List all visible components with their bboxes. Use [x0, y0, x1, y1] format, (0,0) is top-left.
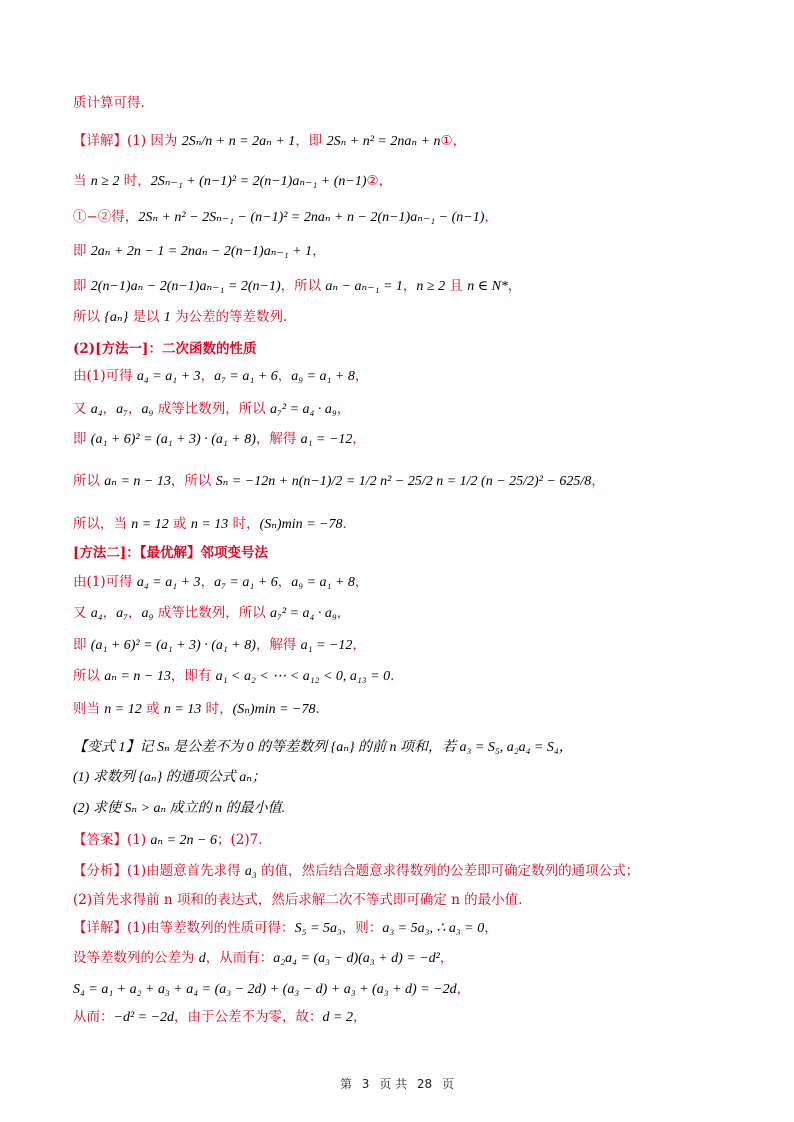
math-expression: a₇	[116, 606, 129, 621]
annotation-text: ；(2)7.	[217, 832, 263, 848]
math-expression: n ≥ 2	[90, 174, 120, 189]
math-expression: 2(n−1)aₙ − 2(n−1)aₙ₋₁ = 2(n−1)	[90, 279, 281, 294]
math-expression: a₇ = a₁ + 6	[214, 369, 278, 384]
annotation-text: 时，	[119, 173, 151, 189]
footer-middle: 页 共	[379, 1077, 408, 1091]
text-line	[73, 829, 734, 852]
text-line	[73, 513, 734, 536]
math-expression: a₇ = a₁ + 6	[214, 575, 278, 590]
annotation-text: ，	[439, 950, 454, 966]
math-expression: aₙ − aₙ₋₁ = 1	[325, 279, 403, 294]
annotation-text: ，	[128, 605, 142, 621]
annotation-text: .	[390, 668, 395, 684]
math-expression: 2Sₙ₋₁ + (n−1)² = 2(n−1)aₙ₋₁ + (n−1)	[150, 174, 367, 189]
footer-page-number: 3	[361, 1077, 370, 1091]
annotation-text: ，则：	[341, 920, 383, 936]
annotation-text: 从而：	[73, 1009, 114, 1025]
math-expression: 2Sₙ/n + n = 2aₙ + 1	[181, 134, 296, 149]
annotation-text: 即	[73, 278, 91, 294]
annotation-text: (1) 因为	[127, 133, 182, 149]
annotation-text: ②，	[366, 173, 393, 189]
annotation-text: ，	[354, 574, 369, 590]
math-expression: n ∈ N*	[467, 279, 508, 294]
annotation-text: 又	[73, 605, 91, 621]
annotation-text: 成等比数列，所以	[153, 605, 271, 621]
annotation-text: 且	[445, 278, 468, 294]
math-expression: d	[198, 951, 206, 966]
annotation-text: 的值，然后结合题意求得数列的公差即可确定数列的通项公式；	[256, 863, 640, 879]
text-line	[73, 797, 734, 820]
annotation-text: ①−②得，	[73, 209, 139, 225]
annotation-text: 或	[141, 701, 164, 717]
annotation-text: 即	[73, 243, 91, 259]
math-expression: (a₁ + 6)² = (a₁ + 3) · (a₁ + 8)	[90, 432, 256, 447]
text-line	[73, 240, 734, 263]
math-expression: S₅ = 5a₃	[294, 921, 342, 936]
math-expression: (Sₙ)min = −78	[259, 517, 343, 532]
annotation-text: 当	[73, 173, 91, 189]
text-line	[73, 470, 734, 493]
annotation-text: ，由于公差不为零，故：	[174, 1009, 323, 1025]
annotation-text: 由(1)可得	[73, 574, 137, 590]
math-expression: aₙ = n − 13	[104, 474, 171, 489]
footer-suffix: 页	[442, 1077, 455, 1091]
annotation-text: 由(1)可得	[73, 368, 137, 384]
annotation-text: 是以	[128, 309, 164, 325]
annotation-text: 所以	[73, 668, 105, 684]
text-line	[73, 917, 734, 940]
math-expression: (Sₙ)min = −78	[232, 702, 316, 717]
annotation-text: ，	[102, 401, 117, 417]
annotation-text: 成等比数列，所以	[153, 401, 271, 417]
annotation-text: 【详解】(1)由等差数列的性质可得：	[73, 920, 295, 936]
annotation-text: ，	[102, 605, 117, 621]
math-expression: n = 13	[190, 517, 229, 532]
annotation-text: ，	[352, 637, 366, 653]
text-line	[73, 860, 734, 883]
text-line	[73, 365, 734, 388]
math-expression: 2aₙ + 2n − 1 = 2naₙ − 2(n−1)aₙ₋₁ + 1	[90, 244, 313, 259]
annotation-text: 所以	[73, 309, 105, 325]
math-expression: a₇² = a₄ · a₉	[270, 402, 337, 417]
math-expression: a₉ = a₁ + 8	[291, 575, 355, 590]
math-expression: S₄ = a₁ + a₂ + a₃ + a₄ = (a₃ − 2d) + (a₃ − d) + a₃ + (a₃ + d) = −2d	[73, 982, 457, 997]
text-line	[73, 275, 734, 298]
text-line	[73, 306, 734, 329]
math-expression: a₄	[90, 402, 103, 417]
math-expression: 1	[163, 310, 171, 325]
footer-prefix: 第	[339, 1077, 352, 1091]
annotation-text: 即	[73, 431, 91, 447]
text-line	[73, 338, 734, 360]
annotation-text: ，	[484, 920, 498, 936]
math-expression: a₃	[244, 864, 257, 879]
math-expression: aₙ = n − 13	[104, 669, 171, 684]
page-footer	[0, 1075, 794, 1092]
annotation-text: ，	[591, 473, 605, 489]
math-expression: a₄ = a₁ + 3	[136, 369, 201, 384]
text-line	[73, 92, 734, 114]
text-line	[73, 602, 734, 625]
math-expression: 2Sₙ + n² − 2Sₙ₋₁ − (n−1)² = 2naₙ + n − 2(n−1)aₙ₋₁ − (n−1)	[138, 210, 485, 225]
annotation-text: ，所以	[170, 473, 216, 489]
text-line	[73, 542, 734, 564]
math-expression: −d² = −2d	[113, 1010, 175, 1025]
annotation-text: ，	[277, 368, 292, 384]
annotation-text: ，所以	[280, 278, 326, 294]
annotation-text: ，	[354, 368, 369, 384]
annotation-text: ①，	[440, 133, 467, 149]
text-line	[73, 170, 734, 193]
annotation-text: ，	[336, 605, 351, 621]
math-expression: (a₁ + 6)² = (a₁ + 3) · (a₁ + 8)	[90, 638, 256, 653]
annotation-text: 【详解】	[73, 133, 127, 149]
math-expression: n ≥ 2	[416, 279, 446, 294]
annotation-text: ，	[200, 574, 215, 590]
annotation-text: ，	[352, 431, 366, 447]
annotation-text: 时，	[228, 516, 260, 532]
text-line	[73, 947, 734, 970]
math-expression: a₄ = a₁ + 3	[136, 575, 201, 590]
annotation-text: ，解得	[255, 431, 301, 447]
annotation-text: ，	[507, 278, 522, 294]
annotation-text: 或	[168, 516, 191, 532]
annotation-text: .	[342, 516, 347, 532]
text-line	[73, 736, 734, 759]
text-line	[73, 698, 734, 721]
annotation-text: ，解得	[255, 637, 301, 653]
text-line	[73, 766, 734, 789]
annotation-text: 质计算可得.	[73, 95, 145, 111]
math-expression: d = 2	[322, 1010, 353, 1025]
math-expression: 【变式 1】记 Sₙ 是公差不为 0 的等差数列 {aₙ} 的前 n 项和，若 a₃ = S₅, a₂a₄ = S₄，	[73, 740, 573, 755]
math-expression: 2Sₙ + n² = 2naₙ + n	[326, 134, 441, 149]
text-line	[73, 571, 734, 594]
text-line	[73, 130, 734, 153]
annotation-text: ，即有	[170, 668, 216, 684]
annotation-text: ，	[456, 981, 471, 997]
math-expression: a₁ = −12	[300, 432, 353, 447]
text-line	[73, 665, 734, 688]
annotation-text: ，	[336, 401, 351, 417]
text-line	[73, 889, 734, 911]
math-expression: a₇	[116, 402, 129, 417]
annotation-text: ，	[402, 278, 417, 294]
annotation-text: ，	[353, 1009, 367, 1025]
math-expression: a₉ = a₁ + 8	[291, 369, 355, 384]
annotation-text: (2)[方法一]：二次函数的性质	[73, 341, 257, 357]
annotation-text: ，从而有：	[205, 950, 274, 966]
annotation-text: .	[315, 701, 320, 717]
text-line	[73, 398, 734, 421]
math-expression: a₁ < a₂ < ⋯ < a₁₂ < 0, a₁₃ = 0	[215, 669, 391, 684]
math-expression: a₇² = a₄ · a₉	[270, 606, 337, 621]
text-line	[73, 978, 734, 1001]
math-expression: a₉	[141, 402, 154, 417]
annotation-text: ，	[484, 209, 498, 225]
math-expression: a₄	[90, 606, 103, 621]
math-expression: a₉	[141, 606, 154, 621]
annotation-text: ，	[128, 401, 142, 417]
math-expression: n = 12	[104, 702, 142, 717]
math-expression: a₂a₄ = (a₃ − d)(a₃ + d) = −d²	[273, 951, 440, 966]
annotation-text: ，	[200, 368, 215, 384]
annotation-text: 为公差的等差数列.	[170, 309, 288, 325]
text-line	[73, 428, 734, 451]
annotation-text: 又	[73, 401, 91, 417]
math-expression: n = 12	[131, 517, 169, 532]
math-expression: (1) 求数列 {aₙ} 的通项公式 aₙ；	[73, 770, 266, 785]
annotation-text: [方法二]：【最优解】邻项变号法	[73, 545, 269, 561]
math-expression: n = 13	[163, 702, 202, 717]
footer-total-pages: 28	[416, 1077, 433, 1091]
annotation-text: 【分析】(1)由题意首先求得	[73, 863, 245, 879]
math-expression: aₙ = 2n − 6	[150, 833, 217, 848]
annotation-text: 则当	[73, 701, 105, 717]
annotation-text: 设等差数列的公差为	[73, 950, 199, 966]
text-line	[73, 1006, 734, 1029]
annotation-text: 即	[73, 637, 91, 653]
annotation-text: 时，	[201, 701, 233, 717]
text-line	[73, 206, 734, 229]
annotation-text: 【答案】(1)	[73, 832, 151, 848]
annotation-text: ，	[277, 574, 292, 590]
math-expression: Sₙ = −12n + n(n−1)/2 = 1/2 n² − 25/2 n = 1/2 (n − 25/2)² − 625/8	[215, 474, 592, 489]
math-expression: a₃ = 5a₃, ∴ a₃ = 0	[382, 921, 485, 936]
math-expression: (2) 求使 Sₙ > aₙ 成立的 n 的最小值.	[73, 801, 286, 816]
annotation-text: 所以，当	[73, 516, 132, 532]
annotation-text: ，	[312, 243, 326, 259]
text-line	[73, 634, 734, 657]
annotation-text: (2)首先求得前 n 项和的表达式，然后求解二次不等式即可确定 n 的最小值.	[73, 892, 523, 908]
math-expression: a₁ = −12	[300, 638, 353, 653]
annotation-text: 所以	[73, 473, 105, 489]
annotation-text: ，即	[295, 133, 327, 149]
math-expression: {aₙ}	[104, 310, 129, 325]
